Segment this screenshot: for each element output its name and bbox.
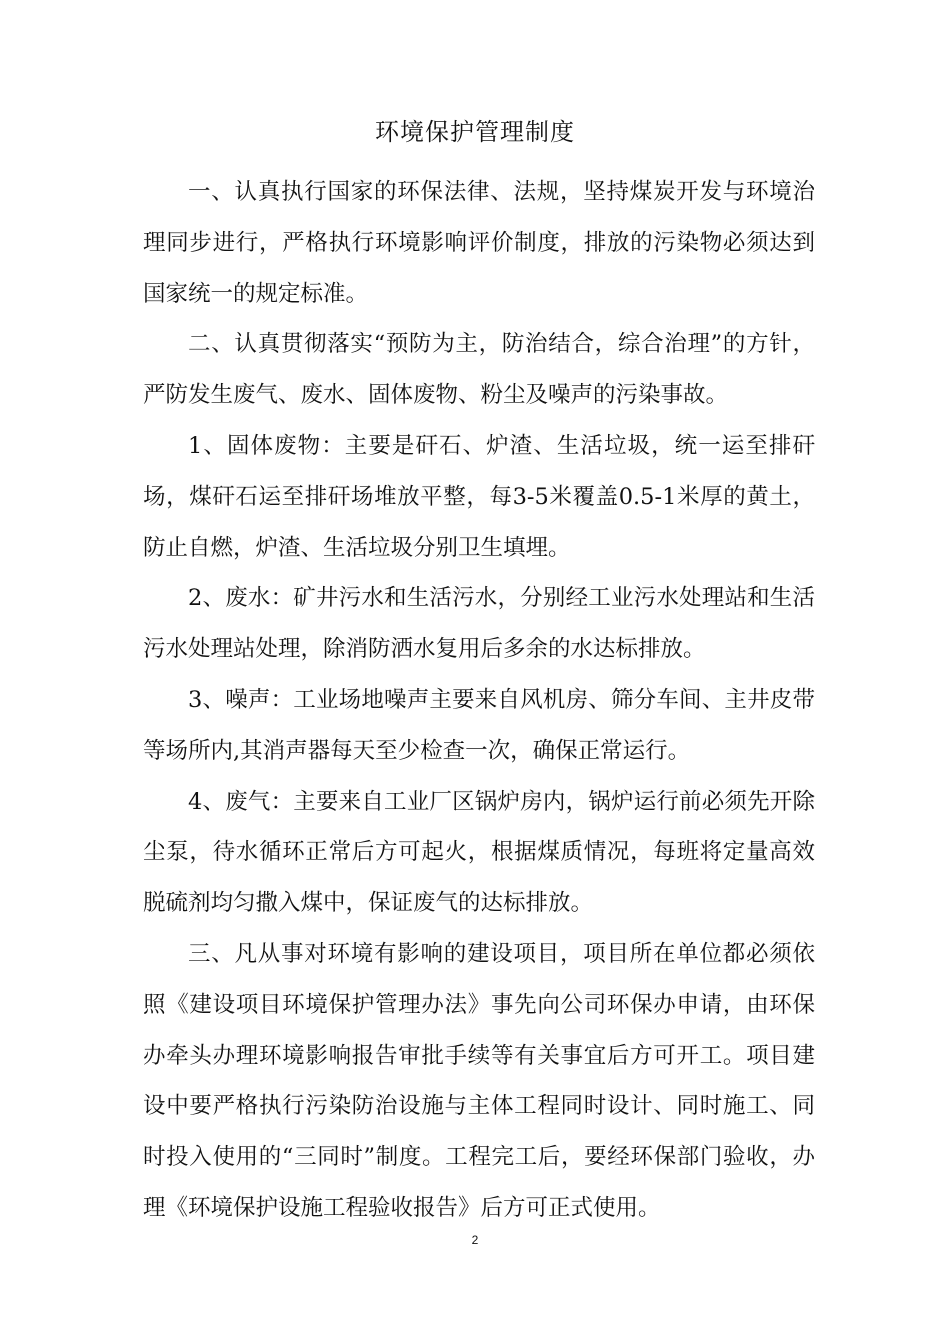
paragraph-item-exhaust: 4、废气：主要来自工业厂区锅炉房内，锅炉运行前必须先开除尘泵，待水循环正常后方可起火，根据煤质情况，每班将定量高效脱硫剂均匀撒入煤中，保证废气的达标排放。 (143, 788, 815, 917)
paragraph-section-1: 一、认真执行国家的环保法律、法规，坚持煤炭开发与环境治理同步进行，严格执行环境影响评价制度，排放的污染物必须达到国家统一的规定标准。 (143, 179, 815, 307)
paragraph-item-solid-waste: 1、固体废物：主要是矸石、炉渣、生活垃圾，统一运至排矸场，煤矸石运至排矸场堆放平整，每3-5米覆盖0.5-1米厚的黄土，防止自燃，炉渣、生活垃圾分别卫生填埋。 (143, 432, 815, 561)
paragraph-item-wastewater: 2、废水：矿井污水和生活污水，分别经工业污水处理站和生活污水处理站处理，除消防洒水复用后多余的水达标排放。 (143, 585, 815, 663)
paragraph-section-3: 三、凡从事对环境有影响的建设项目，项目所在单位都必须依照《建设项目环境保护管理办法》事先向公司环保办申请，由环保办牵头办理环境影响报告审批手续等有关事宜后方可开工。项目建设中要严格执行污染防治设施与主体工程同时设计、同时施工、同时投入使用的“三同时”制度。工程完工后，要经环保部门验收，办理《环境保护设施工程验收报告》后方可正式使用。 (143, 940, 815, 1221)
document-title: 环境保护管理制度 (375, 118, 575, 146)
document-body (143, 167, 815, 1234)
paragraph-section-2: 二、认真贯彻落实“预防为主，防治结合，综合治理”的方针，严防发生废气、废水、固体废物、粉尘及噪声的污染事故。 (143, 331, 815, 409)
paragraph-item-noise: 3、噪声：工业场地噪声主要来自风机房、筛分车间、主井皮带等场所内,其消声器每天至少检查一次，确保正常运行。 (143, 686, 815, 764)
page-number: 2 (471, 1233, 479, 1247)
